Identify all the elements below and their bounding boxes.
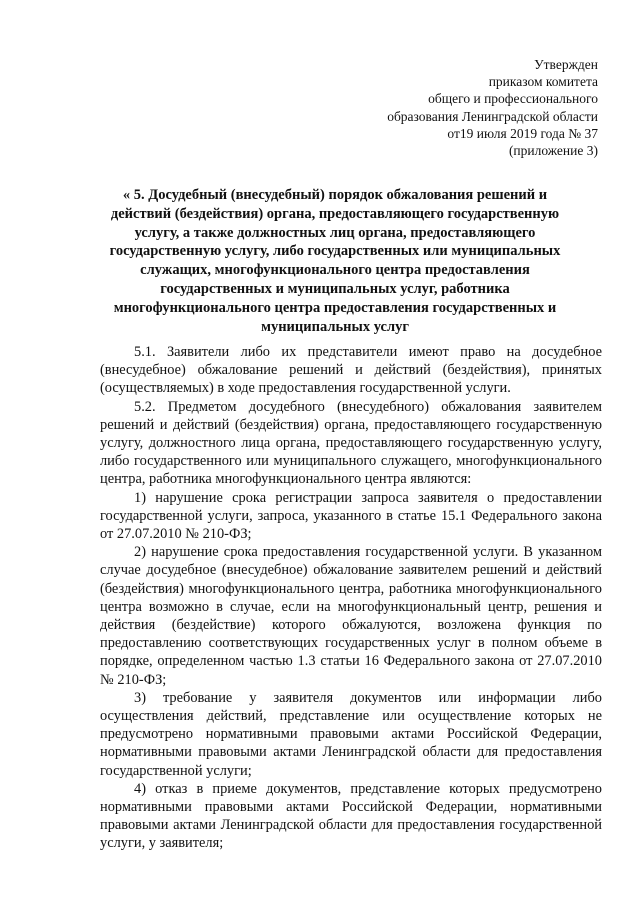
section-title: « 5. Досудебный (внесудебный) порядок обжалования решений и действий (бездействия) органа, предоставляющего государственную услугу, а также должностных лиц органа, предоставляющего государственную услугу, либо государственных или муниципальных служащих, многофункционального центра предоставления государственных и муниципальных услуг, работника многофункционального центра предоставления государственных и муниципальных услуг	[109, 187, 561, 335]
paragraph: 3) требование у заявителя документов или информации либо осуществления действий, представление или осуществление которых не предусмотрено нормативными правовыми актами Российской Федерации, нормативными правовыми актами Ленинградской области для предоставления государственной услуги;	[100, 689, 602, 779]
approval-stamp	[387, 56, 598, 159]
paragraph: 1) нарушение срока регистрации запроса заявителя о предоставлении государственной услуги, запроса, указанного в статье 15.1 Федерального закона от 27.07.2010 № 210-ФЗ;	[100, 489, 602, 543]
paragraph: 2) нарушение срока предоставления государственной услуги. В указанном случае досудебное (внесудебное) обжалование заявителем решений и действий (бездействия) многофункционального центра, работника многофункционального центра возможно в случае, если на многофункциональный центр, решения и действия (бездействие) которого обжалуются, возложена функция по предоставлению соответствующих государственных услуг в полном объеме в порядке, определенном частью 1.3 статьи 16 Федерального закона от 27.07.2010 № 210-ФЗ;	[100, 544, 602, 688]
paragraph: 5.1. Заявители либо их представители имеют право на досудебное (внесудебное) обжалование решений и действий (бездействия), принятых (осуществляемых) в ходе предоставления государственной услуги.	[100, 344, 602, 397]
approval-line: образования Ленинградской области	[387, 108, 598, 124]
approval-line: Утвержден	[534, 57, 598, 72]
document-body	[100, 343, 602, 853]
approval-line: от19 июля 2019 года № 37	[447, 125, 598, 141]
paragraph: 5.2. Предметом досудебного (внесудебного) обжалования заявителем решений и действий (бездействия) органа, предоставляющего государственную услугу, должностного лица органа, предоставляющего государственную услугу, либо государственного или муниципального служащего, многофункционального центра, работника многофункционального центра являются:	[100, 398, 602, 488]
paragraph: 4) отказ в приеме документов, представление которых предусмотрено нормативными правовыми актами Российской Федерации, нормативными правовыми актами Ленинградской области для предоставления государственной услуги, у заявителя;	[100, 780, 602, 852]
approval-line: приказом комитета	[488, 74, 598, 90]
approval-line: общего и профессионального	[428, 91, 598, 107]
approval-line: (приложение 3)	[508, 143, 598, 159]
